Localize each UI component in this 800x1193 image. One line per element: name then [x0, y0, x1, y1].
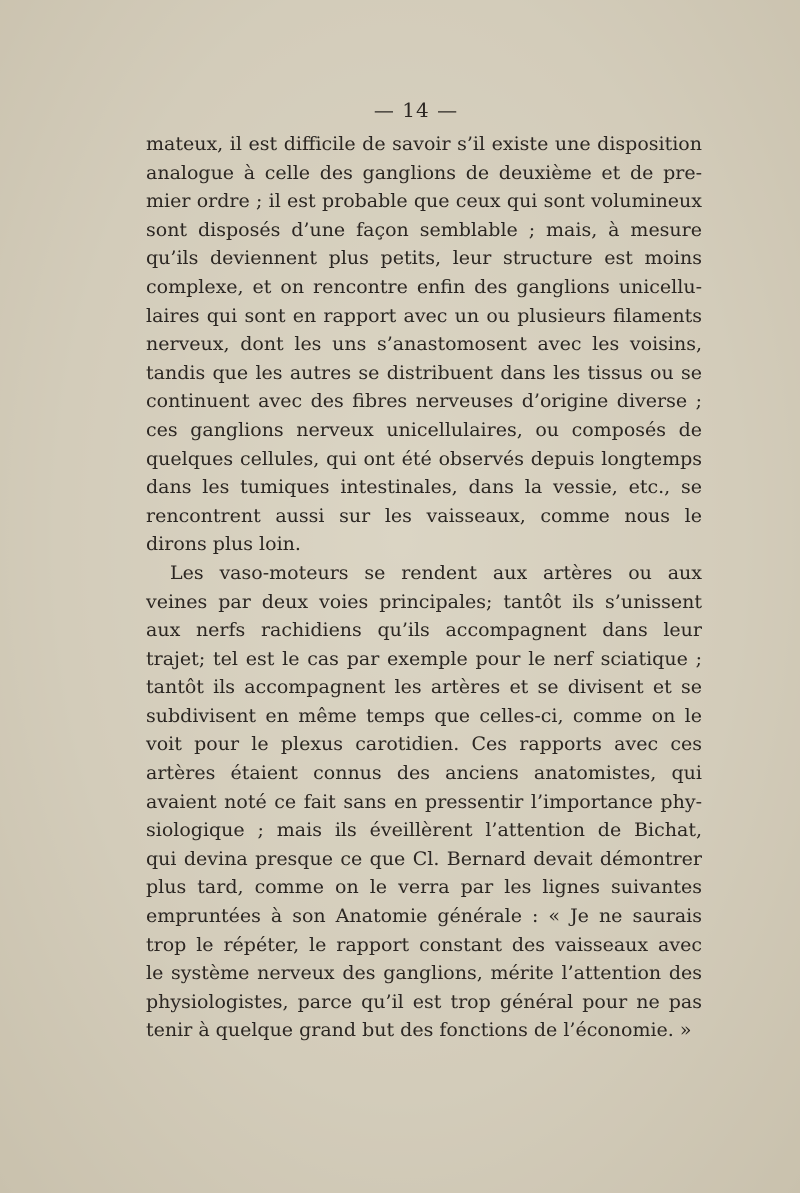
- text-line: quelques cellules, qui ont été observés depuis longtemps: [146, 447, 702, 470]
- text-line: plus tard, comme on le verra par les lignes suivantes: [146, 876, 702, 899]
- body-text: [146, 130, 702, 1045]
- text-line: dans les tumiques intestinales, dans la vessie, etc., se: [146, 476, 702, 499]
- text-line: rencontrent aussi sur les vaisseaux, comme nous le: [146, 504, 702, 527]
- text-line: siologique ; mais ils éveillèrent l’attention de Bichat,: [146, 819, 702, 842]
- text-line: analogue à celle des ganglions de deuxième et de pre-: [146, 161, 702, 184]
- text-line: physiologistes, parce qu’il est trop général pour ne pas: [146, 990, 702, 1013]
- text-line: artères étaient connus des anciens anatomistes, qui: [146, 762, 702, 785]
- text-line: complexe, et on rencontre enfin des ganglions unicellu-: [146, 275, 702, 298]
- text-line: subdivisent en même temps que celles-ci, comme on le: [146, 704, 702, 727]
- text-line: voit pour le plexus carotidien. Ces rapports avec ces: [146, 733, 702, 756]
- text-line: avaient noté ce fait sans en pressentir l’importance phy-: [146, 790, 702, 813]
- text-line: tenir à quelque grand but des fonctions de l’économie. »: [146, 1019, 692, 1042]
- text-line: trajet; tel est le cas par exemple pour le nerf sciatique ;: [146, 647, 702, 670]
- page-number: — 14 —: [373, 98, 459, 122]
- text-line: trop le répéter, le rapport constant des vaisseaux avec: [146, 933, 702, 956]
- text-line: aux nerfs rachidiens qu’ils accompagnent dans leur: [146, 619, 702, 642]
- text-line: laires qui sont en rapport avec un ou plusieurs filaments: [146, 304, 702, 327]
- text-line: le système nerveux des ganglions, mérite l’attention des: [146, 962, 702, 985]
- text-line: continuent avec des fibres nerveuses d’origine diverse ;: [146, 390, 702, 413]
- text-line: nerveux, dont les uns s’anastomosent avec les voisins,: [146, 333, 702, 356]
- text-line: qu’ils deviennent plus petits, leur structure est moins: [146, 247, 702, 270]
- text-line: mier ordre ; il est probable que ceux qui sont volumineux: [146, 190, 702, 213]
- text-line: empruntées à son Anatomie générale : « Je ne saurais: [146, 905, 702, 928]
- text-line: Les vaso-moteurs se rendent aux artères ou aux: [170, 561, 702, 584]
- text-line: tantôt ils accompagnent les artères et se divisent et se: [146, 676, 702, 699]
- text-line: tandis que les autres se distribuent dans les tissus ou se: [146, 361, 702, 384]
- text-line: qui devina presque ce que Cl. Bernard devait démontrer: [146, 847, 702, 870]
- text-line: ces ganglions nerveux unicellulaires, ou composés de: [146, 418, 702, 441]
- text-line: mateux, il est difficile de savoir s’il existe une disposition: [146, 133, 702, 155]
- text-line: veines par deux voies principales; tantôt ils s’unissent: [146, 590, 702, 613]
- text-line: sont disposés d’une façon semblable ; mais, à mesure: [146, 218, 702, 241]
- text-line: dirons plus loin.: [146, 533, 301, 556]
